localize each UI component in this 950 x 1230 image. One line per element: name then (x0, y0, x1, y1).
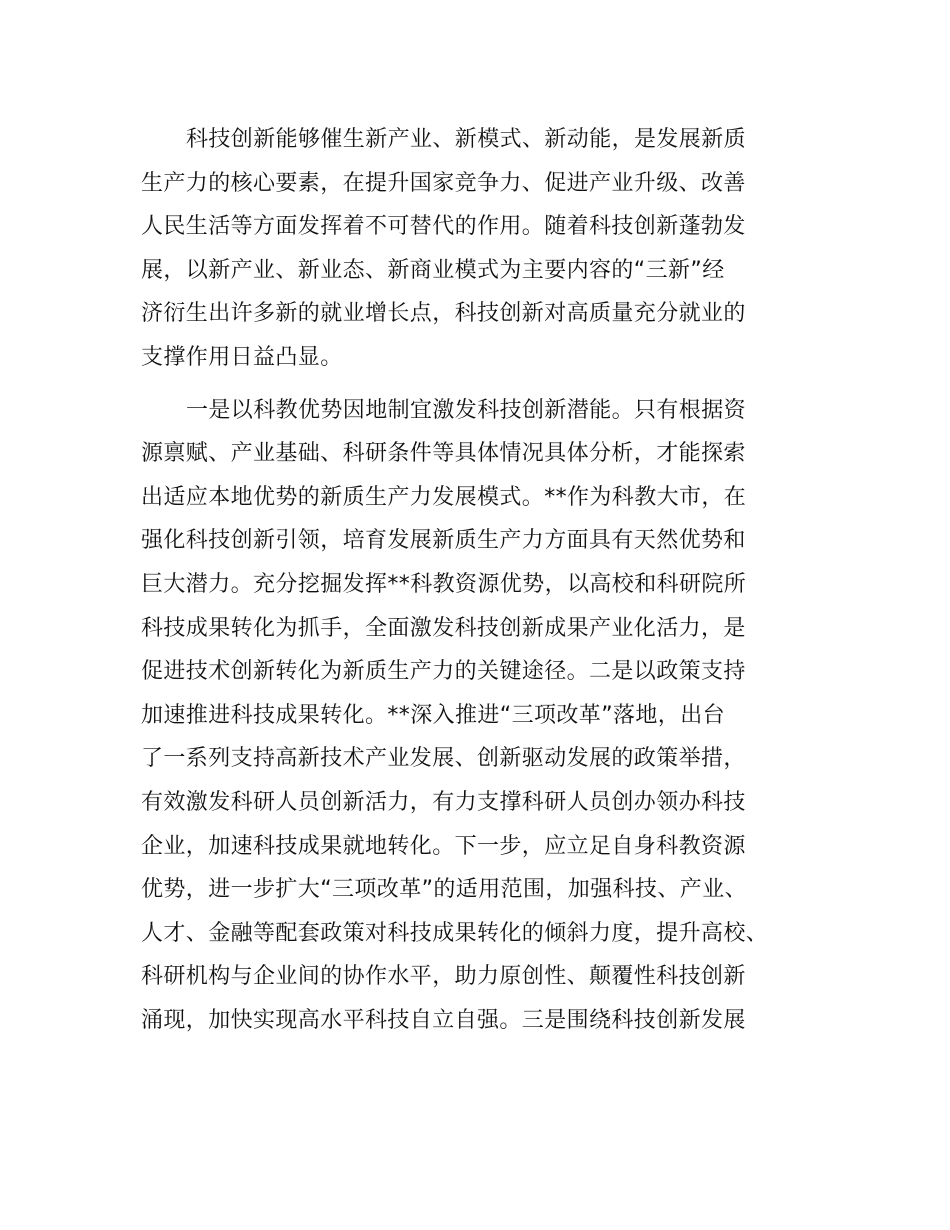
text-line: 科研机构与企业间的协作水平，助力原创性、颠覆性科技创新 (141, 964, 746, 990)
text-line: 人民生活等方面发挥着不可替代的作用。随着科技创新蓬勃发 (141, 214, 746, 240)
text-line: 巨大潜力。充分挖掘发挥**科教资源优势，以高校和科研院所 (141, 571, 747, 597)
paragraph-2 (141, 389, 827, 1043)
text-line: 了一系列支持高新技术产业发展、创新驱动发展的政策举措， (141, 746, 746, 772)
text-line: 加速推进科技成果转化。**深入推进“三项改革”落地，出台 (141, 702, 725, 728)
text-line: 企业，加速科技成果就地转化。下一步，应立足自身科教资源 (141, 833, 746, 859)
text-line: 科技创新能够催生新产业、新模式、新动能，是发展新质 (186, 127, 747, 152)
text-line: 人才、金融等配套政策对科技成果转化的倾斜力度，提升高校、 (141, 920, 769, 946)
text-line: 涌现，加快实现高水平科技自立自强。三是围绕科技创新发展 (141, 1007, 746, 1033)
text-line: 支撑作用日益凸显。 (141, 344, 343, 370)
text-line: 生产力的核心要素，在提升国家竞争力、促进产业升级、改善 (141, 170, 746, 196)
body-text (141, 118, 827, 1042)
text-line: 优势，进一步扩大“三项改革”的适用范围，加强科技、产业、 (141, 877, 747, 903)
paragraph-1 (141, 118, 827, 380)
text-line: 一是以科教优势因地制宜激发科技创新潜能。只有根据资 (186, 397, 747, 423)
text-line: 有效激发科研人员创新活力，有力支撑科研人员创办领办科技 (141, 789, 746, 815)
text-line: 科技成果转化为抓手，全面激发科技创新成果产业化活力，是 (141, 615, 746, 641)
text-line: 展，以新产业、新业态、新商业模式为主要内容的“三新”经 (141, 257, 725, 283)
text-line: 出适应本地优势的新质生产力发展模式。**作为科教大市，在 (141, 484, 747, 510)
text-line: 源禀赋、产业基础、科研条件等具体情况具体分析，才能探索 (141, 441, 746, 467)
text-line: 促进技术创新转化为新质生产力的关键途径。二是以政策支持 (141, 659, 746, 685)
text-line: 济衍生出许多新的就业增长点，科技创新对高质量充分就业的 (141, 301, 746, 327)
text-line: 强化科技创新引领，培育发展新质生产力方面具有天然优势和 (141, 528, 746, 554)
